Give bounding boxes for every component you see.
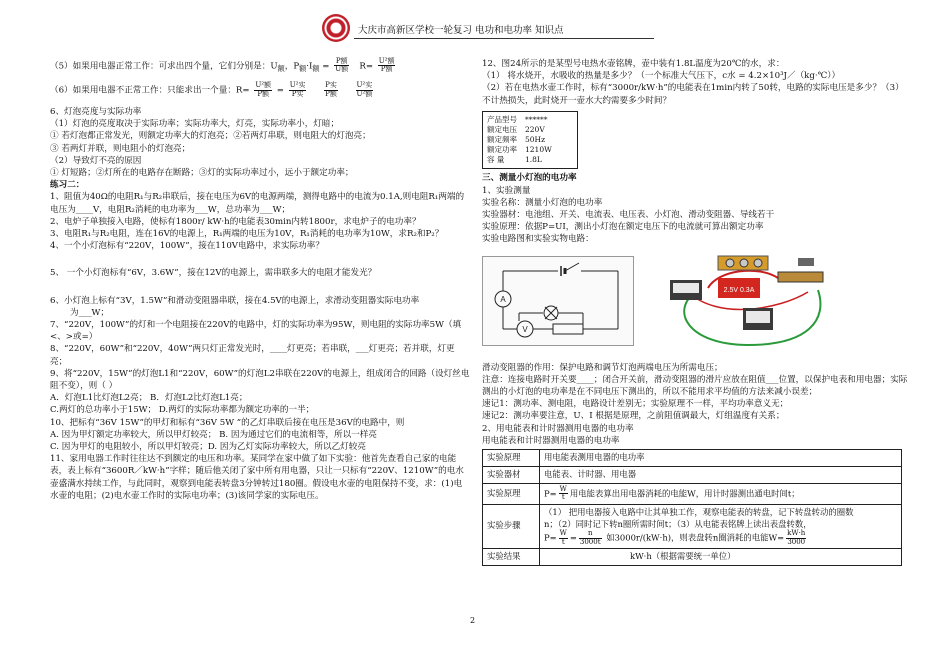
denominator: 3000t — [579, 537, 601, 546]
text-line: 滑动变阻器的作用：保护电路和调节灯泡两端电压为所需电压； — [482, 362, 723, 373]
question-9-option: C.两灯的总功率小于15W； D.两灯的实际功率都为额定功率的一半； — [50, 405, 315, 416]
text-line: 注意：连接电路时开关要____；闭合开关前，滑动变阻器的滑片应放在阻值___位置，以保护电表和用电器；实际测出的小灯泡的电功率是在不同电压下测出的，所以不能用求平均值的方法来减小误差； — [482, 374, 908, 398]
text: ·I — [306, 61, 313, 72]
numerator: W — [559, 529, 567, 538]
text: 如3000r/(kW·h)，则表盘转n圈消耗的电能W= — [606, 532, 785, 543]
page-number: 2 — [470, 616, 476, 625]
text-line: （1）灯泡的亮度取决于实际功率；实际功率大，灯亮，实际功率小，灯暗； — [50, 119, 340, 130]
numerator: n — [579, 530, 602, 538]
numerator: U²额 — [378, 57, 395, 65]
text: （5）如果用电器正常工作：可求出四个量，它们分别是：U — [50, 61, 278, 72]
school-logo — [322, 14, 350, 42]
fraction — [559, 530, 568, 546]
header-rule — [354, 38, 654, 39]
page-header — [322, 12, 662, 48]
question-12: 12、图24所示的是某型号电热水壶铭牌，壶中装有1.8L温度为20℃的水，求： — [482, 59, 785, 69]
text-line: 实验器材：电池组、开关、电流表、电压表、小灯泡、滑动变阻器、导线若干 — [482, 210, 775, 221]
text: P= $\frac{W}{t}$ = $\frac{n}{3000t}$ 如3000r/(kW·h)，则表盘转n圈消耗的电能W= $\frac{kW\cdot h}{3000}$ — [544, 529, 806, 546]
numerator: kW·h — [787, 529, 806, 538]
figure-row — [482, 250, 912, 358]
nameplate-row — [487, 155, 573, 165]
circuit-diagram — [482, 256, 634, 346]
sub: 额 — [277, 64, 285, 74]
table-cell: 电能表、计时器、用电器 — [540, 467, 902, 484]
text: R= — [359, 61, 374, 72]
nameplate-table — [482, 111, 578, 170]
text: = — [322, 61, 330, 72]
text: = — [276, 85, 284, 96]
text: （1） 把用电器接入电路中让其单独工作，观察电能表的转盘，记下转盘转动的圈数 — [544, 506, 854, 517]
section-3-title: 三、测量小灯泡的电功率 — [482, 173, 577, 184]
svg-text:V: V — [522, 324, 528, 334]
fraction — [579, 530, 602, 546]
nameplate-key: 额定电压 — [487, 124, 517, 134]
question-3: 3、电阻R₁与R₂电阻，连在16V的电源上，R₁两端的电压为10V，R₁消耗的电功率为10W，求R₂和P₂？ — [50, 228, 444, 239]
sub: 额 — [299, 64, 307, 74]
question-8: 8、“220V，60W”和“220V，40W”两只灯正常发光时，____灯更亮；若串联，___灯更亮；若并联，灯更亮； — [50, 344, 455, 367]
numerator: W — [559, 484, 567, 493]
question-12-part: （1） 将水烧开，水吸收的热量是多少？（一个标准大气压下，c水 = 4.2×10³J／（kg·℃）） — [482, 71, 841, 82]
text: ，P — [284, 61, 300, 72]
question-12-part: （2）若在电热水壶工作时，标有“3000r/kW·h”的电能表在1min内转了50转，电路的实际电压是多少？（3）不计热损失，此时烧开一壶水大约需要多少时间？ — [482, 83, 904, 106]
table-row — [483, 549, 902, 566]
nameplate-key: 额定频率 — [487, 135, 517, 145]
text: n；（2）同时记下转n圈所需时间t；（3）从电能表铭牌上读出表盘转数， — [544, 518, 812, 529]
text-line: 2、用电能表和计时器测用电器的电功率 — [482, 423, 634, 434]
text: 用电能表算出用电器消耗的电能W，用计时器测出通电时间t； — [569, 488, 800, 499]
table-header-cell: 实验原理 — [483, 483, 540, 504]
table-row — [483, 450, 902, 467]
nameplate-value: 1.8L — [525, 155, 542, 165]
denominator: U额 — [335, 65, 349, 74]
right-column — [482, 58, 912, 566]
exercise-title: 练习二： — [50, 180, 85, 191]
text: （6）如果用电器不正常工作：只能求出一个量：R= — [50, 85, 250, 96]
text-line: 速记2：测功率要注意，U、I 根据是原理，之前阻值调最大，灯组温度有关系； — [482, 411, 785, 422]
denominator: U²额 — [356, 89, 373, 98]
table-row — [483, 504, 902, 549]
question-10-option: A. 因为甲灯额定功率较大，所以甲灯较亮； B. 因为通过它们的电流相等，所以一样亮 — [50, 429, 377, 440]
text-line: ③ 若两灯并联，则电阻小的灯泡亮； — [50, 143, 191, 154]
section-6-title: 6、灯泡亮度与实际功率 — [50, 106, 142, 117]
denominator: P额 — [257, 89, 270, 98]
text: P= — [544, 488, 557, 499]
question-5: 5、 一个小灯泡标有“6V，3.6W”，接在12V的电源上，需串联多大的电阻才能发光？ — [50, 268, 377, 279]
text-line: （2）导致灯不亮的原因 — [50, 155, 142, 166]
nameplate-row — [487, 125, 573, 135]
nameplate-row — [487, 145, 573, 155]
question-9: 9、将“220V，15W”的灯泡L1和“220V，60W”的灯泡L2串联在220V的电源上，组成闭合的回路（设灯丝电阻不变），则（ ） — [50, 368, 470, 391]
text-line: 1、实验测量 — [482, 185, 531, 196]
table-cell — [540, 504, 902, 549]
fraction — [254, 82, 272, 98]
question-4: 4、一个小灯泡标有“220V，100W”，接在110V电路中，求实际功率？ — [50, 241, 324, 252]
denominator: P实 — [291, 89, 304, 98]
question-2: 2、电炉子单独接入电路，使标有1800r/ kW·h的电能表30min内转1800r，求电炉子的电功率？ — [50, 216, 421, 227]
text-line: 实验原理：依据P=UI，测出小灯泡在额定电压下的电流就可算出额定功率 — [482, 222, 764, 233]
formula-line-5 — [50, 58, 470, 74]
question-1: 1、阻值为40Ω的电阻R₁与R₂串联后，接在电压为6V的电源两端，测得电路中的电流为0.1A,则电阻R₁两端的电压为____V，电阻R₂消耗的电功率为___W，总功率为___W； — [50, 192, 465, 215]
table-cell: 用电能表测用电器的电功率 — [540, 450, 902, 467]
nameplate-row — [487, 115, 573, 125]
question-6: 6、小灯泡上标有“3V，1.5W”和滑动变阻器串联，接在4.5V的电源上，求滑动变阻器实际电功率 — [50, 295, 420, 306]
question-6-cont: 为___W； — [70, 307, 109, 318]
table-cell: kW·h（根据需要统一单位） — [540, 549, 902, 566]
fraction — [334, 58, 349, 74]
question-10: 10、把标有“36V 15W”的甲灯和标有“36V 5W ”的乙灯串联后接在电压是36V的电路中，则 — [50, 417, 405, 428]
fraction — [786, 530, 806, 546]
nameplate-value: 1210W — [525, 145, 552, 155]
experiment-table — [482, 449, 902, 566]
nameplate-value: 50Hz — [525, 135, 546, 145]
denominator: P额 — [380, 65, 393, 74]
text: P= — [544, 532, 557, 543]
nameplate-key: 额定功率 — [487, 145, 517, 155]
lamp-rating-label: 2.5V 0.3A — [723, 286, 755, 294]
table-row — [483, 483, 902, 504]
text-line: ① 灯短路；②灯所在的电路存在断路；③灯的实际功率过小，远小于额定功率； — [50, 167, 354, 178]
denominator: P额 — [325, 89, 337, 98]
denominator: 3000 — [787, 537, 806, 546]
numerator: U²额 — [255, 81, 272, 90]
left-column — [50, 58, 470, 502]
text-line: 实验名称：测量小灯泡的电功率 — [482, 197, 603, 208]
nameplate-key: 容 量 — [487, 155, 505, 165]
fraction — [289, 82, 307, 98]
formula-line-6 — [50, 82, 470, 98]
nameplate-key: 产品型号 — [487, 114, 517, 124]
fraction — [356, 82, 374, 98]
table-header-cell: 实验原理 — [483, 450, 540, 467]
nameplate-row — [487, 135, 573, 145]
denominator: t — [561, 493, 565, 502]
svg-text:A: A — [500, 294, 506, 304]
question-7: 7、“220V，100W”的灯和一个电阻接在220V的电路中，灯的实际功率为95W，则电阻的实际功率5W（填<、>或=） — [50, 319, 462, 343]
table-header-cell: 实验结果 — [483, 549, 540, 566]
table-row — [483, 467, 902, 484]
question-9-option: A．灯泡L1比灯泡L2亮； B．灯泡L2比灯泡L1亮； — [50, 393, 248, 404]
table-header-cell: 实验器材 — [483, 467, 540, 484]
table-cell — [540, 483, 902, 504]
physical-circuit-photo — [658, 250, 833, 350]
text-line: 用电能表和计时器测用电器的电功率 — [482, 435, 620, 446]
fraction — [378, 58, 396, 74]
numerator: U²实 — [289, 81, 306, 90]
numerator: U²实 — [356, 81, 373, 90]
fraction — [324, 82, 338, 98]
question-11: 11、家用电器工作时往往达不到额定的电压和功率。某同学在家中做了如下实验：他首先查看自己家的电能表，表上标有“3600R／kW·h”字样；随后他关闭了家中所有用电器，只让一只标有“220V、1210W”的电水壶盛满水持续工作，与此同时，观察到电能表转盘3分钟转过180圈。假设电水壶的电阻保持不变，求：(1)电水壶的电阻；(2)电水壶工作时的实际电功率；(3)该同学家的实际电压。 — [50, 454, 464, 501]
numerator: P额 — [335, 57, 348, 65]
page-title: 大庆市高新区学校一轮复习 电功和电功率 知识点 — [358, 25, 564, 36]
numerator: P实 — [325, 81, 337, 90]
table-header-cell: 实验步骤 — [483, 504, 540, 549]
fraction — [559, 486, 568, 502]
denominator: t — [561, 537, 565, 546]
text-line: 速记1：测功率、测电阻，电路设计差别无；实验原理不一样，平均功率意义无； — [482, 399, 789, 410]
nameplate-value: ****** — [525, 114, 548, 124]
nameplate-value: 220V — [525, 124, 545, 134]
question-10-option: C. 因为甲灯的电阻较小，所以甲灯较亮；D. 因为乙灯实际功率较大，所以乙灯较亮 — [50, 442, 366, 452]
text-line: 实验电路图和实验实物电路： — [482, 234, 594, 245]
text-line: ① 若灯泡都正常发光，则额定功率大的灯泡亮；②若两灯串联，则电阻大的灯泡亮； — [50, 131, 371, 142]
sub: 额 — [312, 64, 320, 74]
